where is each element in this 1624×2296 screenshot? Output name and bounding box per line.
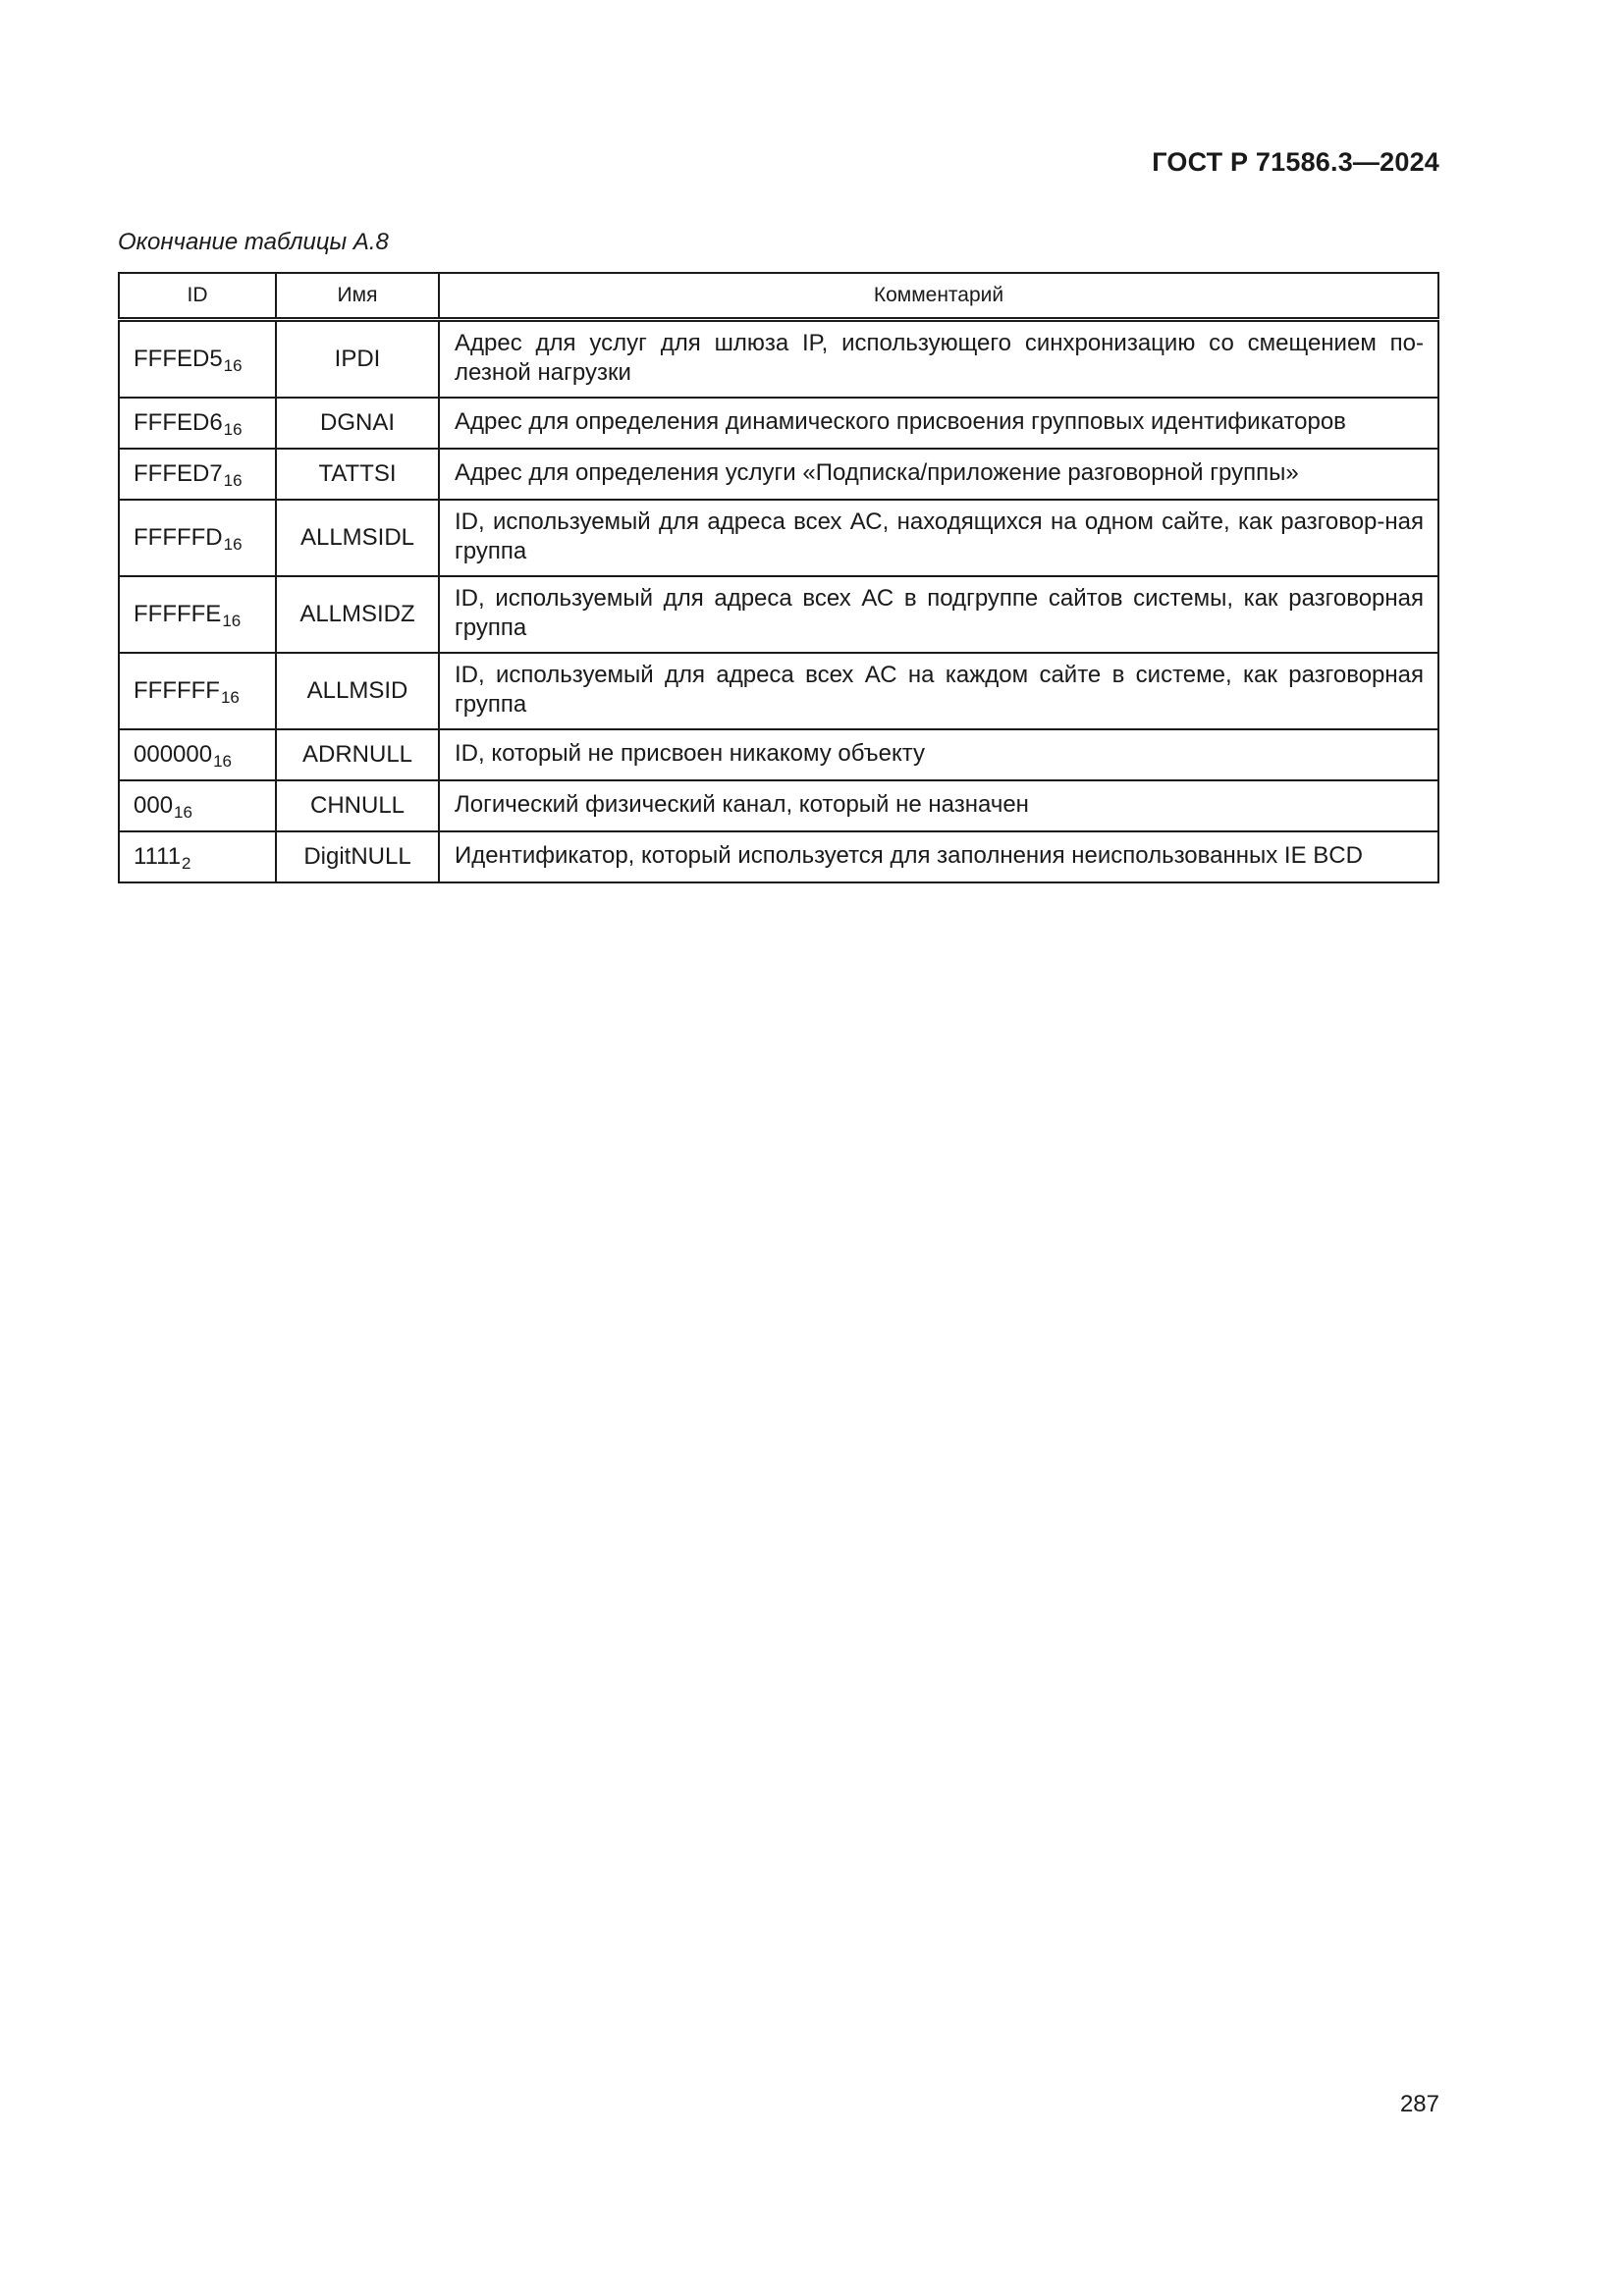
- cell-comment: Адрес для услуг для шлюза IP, использующего синхронизацию со смещением по-лезной нагрузки: [439, 320, 1438, 399]
- cell-comment: Идентификатор, который используется для заполнения неиспользованных IE BCD: [439, 831, 1438, 882]
- table-row: [119, 576, 1438, 653]
- table-header-row: [119, 273, 1438, 320]
- table-row: [119, 320, 1438, 399]
- cell-name: TATTSI: [276, 449, 439, 500]
- table-row: [119, 780, 1438, 831]
- cell-comment: Адрес для определения динамического присвоения групповых идентификаторов: [439, 398, 1438, 449]
- table-a8: [118, 272, 1439, 883]
- id-value: 000000: [134, 741, 213, 768]
- cell-id: [119, 576, 276, 653]
- cell-comment: ID, используемый для адреса всех АС на каждом сайте в системе, как разговорная группа: [439, 653, 1438, 729]
- id-value: FFFED6: [134, 409, 223, 436]
- id-base: 16: [220, 688, 240, 707]
- cell-name: DGNAI: [276, 398, 439, 449]
- id-value: 000: [134, 792, 174, 819]
- id-base: 16: [223, 471, 243, 490]
- id-base: 16: [213, 752, 233, 771]
- cell-comment: ID, используемый для адреса всех АС, находящихся на одном сайте, как разговор-ная группа: [439, 500, 1438, 576]
- id-base: 16: [223, 356, 243, 375]
- cell-comment: ID, используемый для адреса всех АС в подгруппе сайтов системы, как разговорная группа: [439, 576, 1438, 653]
- id-base: 16: [223, 535, 243, 554]
- cell-name: ALLMSIDL: [276, 500, 439, 576]
- table-row: [119, 449, 1438, 500]
- cell-id: [119, 831, 276, 882]
- id-value: FFFFFD: [134, 524, 223, 551]
- cell-id: [119, 449, 276, 500]
- id-value: FFFFFF: [134, 677, 220, 704]
- column-header-comment: Комментарий: [439, 273, 1438, 320]
- document-code: ГОСТ Р 71586.3—2024: [1152, 147, 1439, 177]
- cell-id: [119, 729, 276, 780]
- id-value: FFFED7: [134, 460, 223, 487]
- cell-name: ALLMSIDZ: [276, 576, 439, 653]
- id-value: 1111: [134, 843, 182, 870]
- cell-name: CHNULL: [276, 780, 439, 831]
- table-row: [119, 729, 1438, 780]
- id-base: 2: [182, 854, 191, 873]
- table-row: [119, 831, 1438, 882]
- column-header-name: Имя: [276, 273, 439, 320]
- id-base: 16: [223, 420, 243, 439]
- id-base: 16: [174, 803, 192, 822]
- table-row: [119, 398, 1438, 449]
- cell-id: [119, 653, 276, 729]
- cell-name: IPDI: [276, 320, 439, 399]
- cell-name: ADRNULL: [276, 729, 439, 780]
- cell-id: [119, 398, 276, 449]
- table-row: [119, 500, 1438, 576]
- table-row: [119, 653, 1438, 729]
- cell-name: DigitNULL: [276, 831, 439, 882]
- column-header-id: ID: [119, 273, 276, 320]
- id-base: 16: [222, 612, 242, 630]
- id-value: FFFED5: [134, 346, 223, 372]
- table-caption: Окончание таблицы А.8: [118, 229, 389, 255]
- cell-name: ALLMSID: [276, 653, 439, 729]
- cell-comment: ID, который не присвоен никакому объекту: [439, 729, 1438, 780]
- page-number: 287: [1399, 2091, 1439, 2117]
- cell-comment: Адрес для определения услуги «Подписка/приложение разговорной группы»: [439, 449, 1438, 500]
- cell-comment: Логический физический канал, который не назначен: [439, 780, 1438, 831]
- cell-id: [119, 780, 276, 831]
- cell-id: [119, 320, 276, 399]
- cell-id: [119, 500, 276, 576]
- id-value: FFFFFE: [134, 601, 222, 627]
